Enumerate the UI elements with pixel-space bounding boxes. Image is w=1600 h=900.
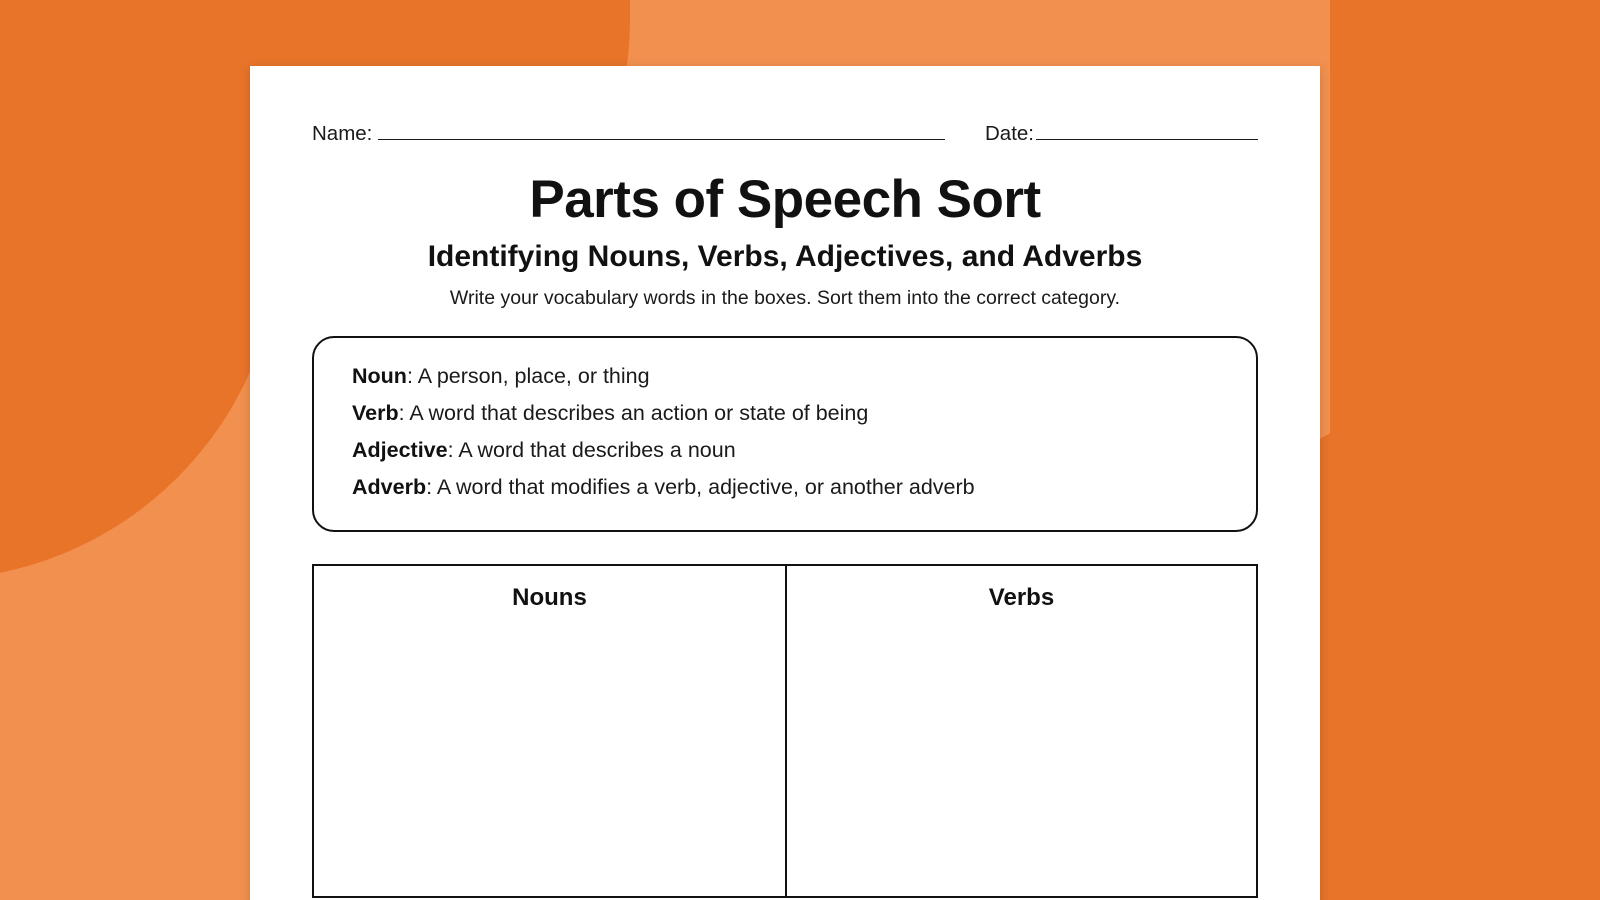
instructions-text: Write your vocabulary words in the boxes. Sort them into the correct category. — [449, 286, 1121, 309]
definition-text: : A word that modifies a verb, adjective, or another adverb — [426, 474, 975, 499]
definition-row — [352, 432, 1218, 469]
page-subtitle: Identifying Nouns, Verbs, Adjectives, and Adverbs — [427, 239, 1143, 273]
definition-text: : A word that describes a noun — [447, 437, 736, 462]
background-shape-left-circle — [0, 0, 280, 580]
definition-term: Noun — [352, 363, 407, 388]
definition-term: Adverb — [352, 474, 427, 499]
name-date-row — [312, 66, 1258, 146]
definition-term: Verb — [352, 400, 399, 425]
definitions-box — [312, 336, 1258, 532]
worksheet-page — [250, 66, 1320, 900]
date-group — [985, 122, 1258, 146]
definition-row — [352, 358, 1218, 395]
sort-column-nouns — [314, 566, 785, 896]
page-title: Parts of Speech Sort — [529, 170, 1041, 229]
definition-row — [352, 469, 1218, 506]
date-input-line[interactable] — [1036, 125, 1258, 140]
definition-text: : A word that describes an action or state of being — [398, 400, 869, 425]
sort-column-answer-area[interactable] — [787, 612, 1256, 900]
definition-text: : A person, place, or thing — [406, 363, 650, 388]
sort-column-header: Verbs — [988, 583, 1055, 611]
name-input-line[interactable] — [378, 125, 945, 140]
sort-column-answer-area[interactable] — [314, 612, 785, 900]
date-label: Date: — [985, 122, 1034, 145]
definition-row — [352, 395, 1218, 432]
sort-column-header: Nouns — [512, 583, 587, 611]
sort-table — [312, 564, 1258, 898]
name-label: Name: — [312, 122, 373, 145]
sort-column-verbs — [785, 566, 1256, 896]
definition-term: Adjective — [352, 437, 448, 462]
